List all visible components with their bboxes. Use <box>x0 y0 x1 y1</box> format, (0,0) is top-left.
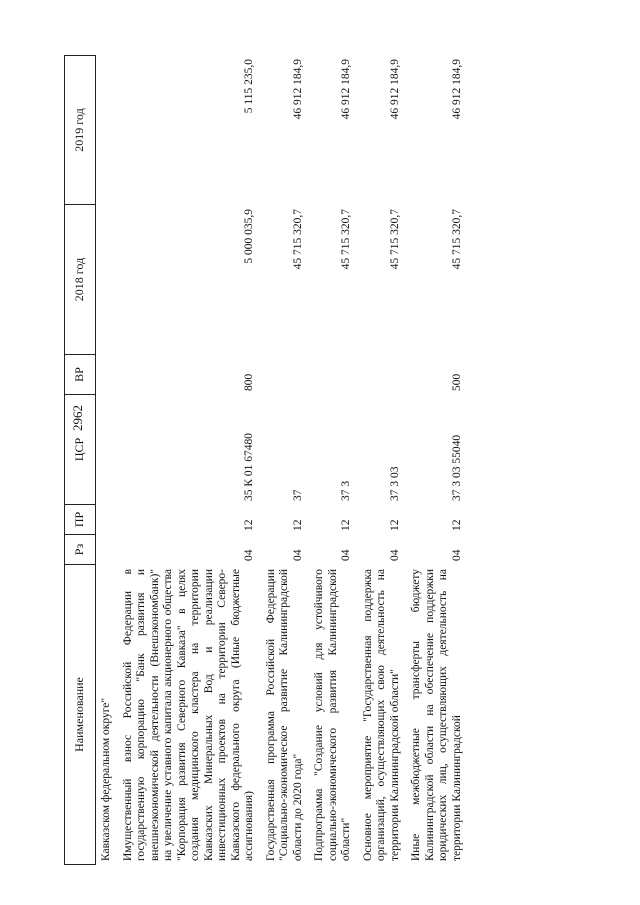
table-row <box>309 55 358 865</box>
row-2018: 45 715 320,7 <box>340 209 352 270</box>
row-name: Основное мероприятие "Государственная поддержка организаций, осуществляющих свою деятельность на территории Калининградской области" <box>361 569 401 861</box>
row-name: Имущественный взнос Российской Федерации в государственную корпорацию "Банк развития и внешнеэкономической деятельности (Внешэкономбанк)" на увеличение уставного капитала акционерного общества "Корпорация развития Северного Кавказа" в целях создания медицинского кластера на территории Кавказских Минеральных Вод и реализации инвестиционных проектов на территории Северо-Кавказского федерального округа (Иные бюджетные ассигнования) <box>121 569 255 861</box>
header-2019: 2019 год <box>65 55 95 205</box>
row-name: Подпрограмма "Создание условий для устойчивого социально-экономического развития Калининградской области" <box>313 569 352 861</box>
row-vr: 800 <box>243 373 255 391</box>
row-pr: 12 <box>291 519 304 531</box>
row-vr: 500 <box>450 373 463 391</box>
row-pr: 12 <box>340 519 352 531</box>
row-2019: 5 115 235,0 <box>243 59 255 114</box>
row-pr: 12 <box>388 519 401 531</box>
row-csr: 37 <box>291 489 304 501</box>
header-2018: 2018 год <box>65 205 95 355</box>
row-2019: 46 912 184,9 <box>450 59 463 120</box>
header-pr: ПР <box>65 505 95 535</box>
row-2019: 46 912 184,9 <box>291 59 304 120</box>
row-csr: 35 К 01 67480 <box>243 432 255 501</box>
table-row <box>118 55 261 865</box>
table-header <box>64 55 96 865</box>
row-csr: 37 3 03 <box>388 466 401 501</box>
row-csr: 37 3 <box>340 480 352 501</box>
row-rz: 04 <box>388 549 401 561</box>
table-row <box>261 55 310 865</box>
row-name: Иные межбюджетные трансферты бюджету Калининградской области на обеспечение поддержки юридических лиц, осуществляющих деятельность на территории Калининградской <box>410 569 463 861</box>
row-name: Кавказском федеральном округе" <box>100 697 112 861</box>
row-rz: 04 <box>291 549 304 561</box>
row-2019: 46 912 184,9 <box>388 59 401 120</box>
row-pr: 12 <box>450 519 463 531</box>
table-row <box>96 55 118 865</box>
budget-table <box>64 55 468 865</box>
page-number: 2962 <box>70 405 85 431</box>
row-name: Государственная программа Российской Федерации "Социально-экономическое развитие Калининградской области до 2020 года" <box>264 569 304 861</box>
header-rz: Рз <box>65 535 95 565</box>
row-pr: 12 <box>243 519 255 531</box>
row-csr: 37 3 03 55040 <box>450 434 463 501</box>
row-rz: 04 <box>243 549 255 561</box>
header-csr: ЦСР <box>65 395 95 505</box>
header-vr: ВР <box>65 355 95 395</box>
table-row <box>358 55 407 865</box>
row-rz: 04 <box>340 549 352 561</box>
row-2018: 45 715 320,7 <box>291 209 304 270</box>
row-2018: 45 715 320,7 <box>450 209 463 270</box>
row-rz: 04 <box>450 549 463 561</box>
row-2019: 46 912 184,9 <box>340 59 352 120</box>
row-2018: 5 000 035,9 <box>243 209 255 264</box>
header-name: Наименование <box>65 565 95 865</box>
table-row <box>406 55 468 865</box>
row-2018: 45 715 320,7 <box>388 209 401 270</box>
